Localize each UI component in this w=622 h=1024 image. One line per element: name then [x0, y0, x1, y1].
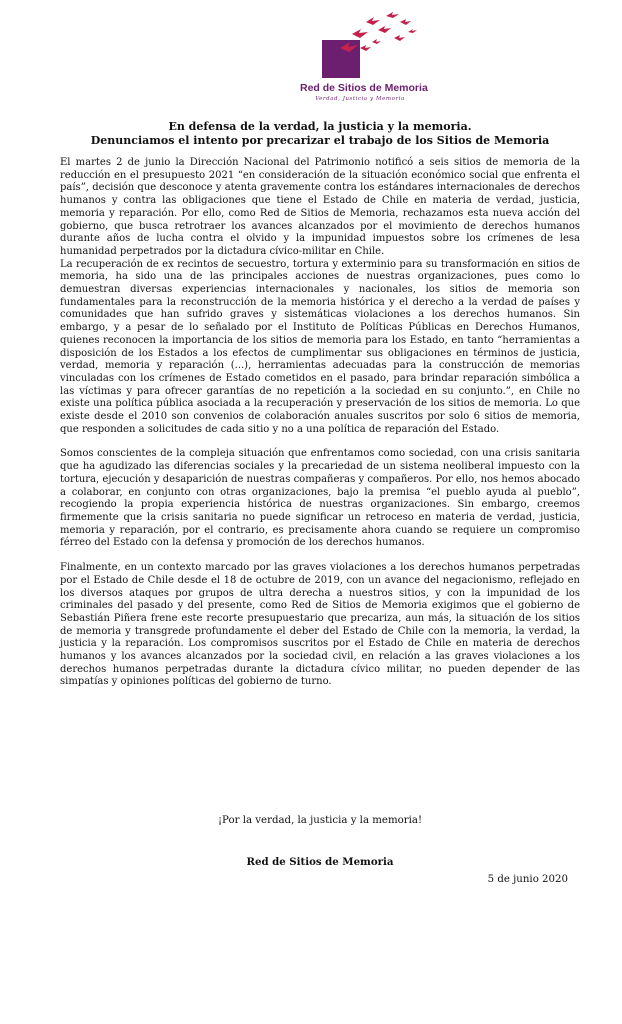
paragraph: La recuperación de ex recintos de secuestro, tortura y exterminio para su transformación en sitios de memoria, ha sido una de las principales acciones de nuestras organizaciones, pues como lo demuestran diversas experiencias internacionales y nacionales, los sitios de memoria son fundamentales para la reconstrucción de la memoria histórica y el derecho a la verdad de países y comunidades que han sufrido graves y sistemáticas violaciones a los derechos humanos. Sin embargo, y a pesar de lo señalado por el Instituto de Políticas Públicas en Derechos Humanos, quienes reconocen la importancia de los sitios de memoria para los Estado, en tanto “herramientas a disposición de los Estados a los efectos de cumplimentar sus obligaciones en términos de justicia, verdad, memoria y reparación (...), herramientas adecuadas para la construcción de memorias vinculadas con los crímenes de Estado cometidos en el pasado, para brindar reparación simbólica a las víctimas y para ofrecer garantías de no repetición a la sociedad en su conjunto.”, en Chile no existe una política pública asociada a la recuperación y preservación de los sitios de memoria. Lo que existe desde el 2010 son convenios de colaboración anuales suscritos por solo 6 sitios de memoria, que responden a solicitudes de cada sitio y no a una política de reparación del Estado.	[60, 258, 580, 435]
document-body	[60, 157, 580, 689]
signature: Red de Sitios de Memoria	[246, 856, 394, 868]
document-date: 5 de junio 2020	[487, 874, 568, 885]
organization-logo	[300, 8, 428, 112]
paragraph: Somos conscientes de la compleja situación que enfrentamos como sociedad, con una crisis sanitaria que ha agudizado las diferencias sociales y la precariedad de un sistema neoliberal impuesto con la tortura, ejecución y desaparición de nuestras compañeras y compañeros. Por ello, nos hemos abocado a colaborar, en conjunto con otras organizaciones, bajo la premisa “el pueblo ayuda al pueblo”, recogiendo la propia experiencia histórica de nuestras organizaciones. Sin embargo, creemos firmemente que la crisis sanitaria no puede significar un retroceso en materia de verdad, justicia, memoria y reparación, por el contrario, es precisamente ahora cuando se requiere un compromiso férreo del Estado con la defensa y promoción de los derechos humanos.	[60, 448, 580, 549]
closing-slogan: ¡Por la verdad, la justicia y la memoria!	[217, 815, 423, 826]
document-headline	[60, 120, 580, 148]
headline-line-2: Denunciamos el intento por precarizar el trabajo de los Sitios de Memoria	[90, 134, 550, 147]
logo-tagline: Verdad, Justicia y Memoria	[315, 96, 405, 102]
logo-square	[322, 40, 360, 78]
logo-emblem	[300, 8, 420, 82]
headline-line-1: En defensa de la verdad, la justicia y la memoria.	[168, 120, 472, 133]
paragraph: El martes 2 de junio la Dirección Nacional del Patrimonio notificó a seis sitios de memoria de la reducción en el presupuesto 2021 “en consideración de la situación económico social que enfrenta el país”, decisión que desconoce y atenta gravemente contra los estándares internacionales de derechos humanos y contra las obligaciones que tiene el Estado de Chile en materia de verdad, justicia, memoria y reparación. Por ello, como Red de Sitios de Memoria, rechazamos esta nueva acción del gobierno, que busca retrotraer los avances alcanzados por el movimiento de derechos humanos durante años de lucha contra el olvido y la impunidad impuestos sobre los crímenes de lesa humanidad perpetrados por la dictadura cívico-militar en Chile.	[60, 157, 580, 257]
logo-name: Red de Sitios de Memoria	[300, 82, 428, 94]
paragraph: Finalmente, en un contexto marcado por las graves violaciones a los derechos humanos perpetradas por el Estado de Chile desde el 18 de octubre de 2019, con un avance del negacionismo, reflejado en los diversos ataques por grupos de ultra derecha a nuestros sitios, y con la impunidad de los criminales del pasado y del presente, como Red de Sitios de Memoria exigimos que el gobierno de Sebastián Piñera frene este recorte presupuestario que precariza, aun más, la situación de los sitios de memoria y transgrede profundamente el deber del Estado de Chile con la memoria, la verdad, la justicia y la reparación. Los compromisos suscritos por el Estado de Chile en materia de derechos humanos y los avances alcanzados por la sociedad civil, en relación a las graves violaciones a los derechos humanos perpetradas durante la dictadura cívico militar, no pueden depender de las simpatías y opiniones políticas del gobierno de turno.	[60, 562, 580, 688]
